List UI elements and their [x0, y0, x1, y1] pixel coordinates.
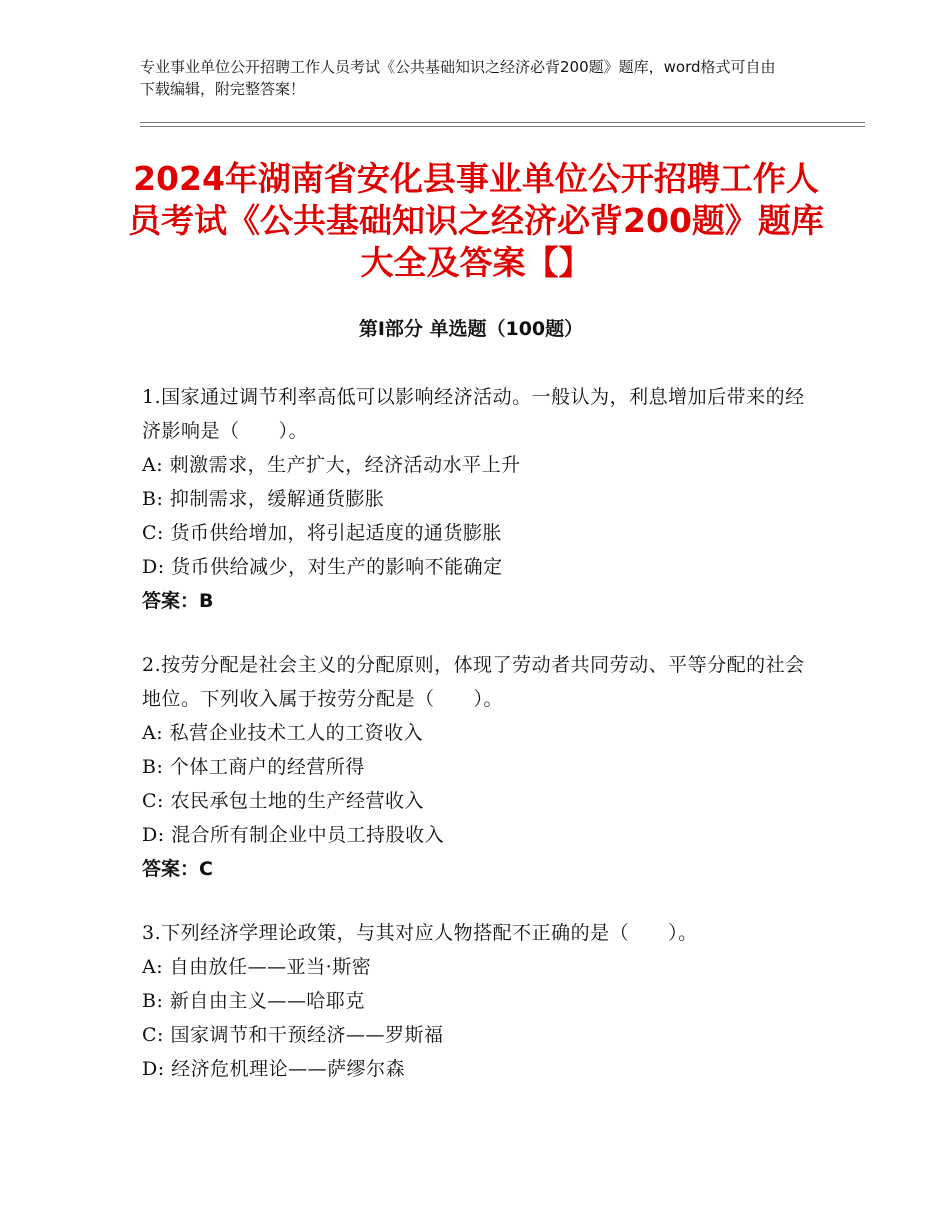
option-d: D: 经济危机理论——萨缪尔森 — [142, 1058, 406, 1080]
header-divider-top — [140, 122, 865, 123]
option-a: A: 自由放任——亚当·斯密 — [142, 956, 372, 978]
document-title: 2024年湖南省安化县事业单位公开招聘工作人员考试《公共基础知识之经济必背200题》题库大全及答案【】 — [128, 159, 824, 282]
option-a: A: 私营企业技术工人的工资收入 — [142, 722, 424, 744]
option-c: C: 货币供给增加，将引起适度的通货膨胀 — [142, 522, 502, 544]
option-c: C: 农民承包土地的生产经营收入 — [142, 790, 424, 812]
option-a: A: 刺激需求，生产扩大，经济活动水平上升 — [142, 454, 521, 476]
header-divider-bottom — [140, 126, 865, 127]
answer-label: 答案：C — [142, 858, 213, 880]
question-stem: 3.下列经济学理论政策，与其对应人物搭配不正确的是（ ）。 — [142, 922, 698, 944]
question-stem: 2.按劳分配是社会主义的分配原则，体现了劳动者共同劳动、平等分配的社会地位。下列收入属于按劳分配是（ ）。 — [142, 654, 805, 710]
option-b: B: 抑制需求，缓解通货膨胀 — [142, 488, 385, 510]
section-heading: 第I部分 单选题（100题） — [358, 318, 584, 340]
question-3 — [142, 916, 812, 1086]
question-1 — [142, 380, 812, 618]
question-list — [142, 380, 812, 1116]
option-d: D: 混合所有制企业中员工持股收入 — [142, 824, 445, 846]
header-note: 专业事业单位公开招聘工作人员考试《公共基础知识之经济必背200题》题库，word格式可自由下载编辑，附完整答案！ — [140, 58, 776, 98]
question-2 — [142, 648, 812, 886]
option-c: C: 国家调节和干预经济——罗斯福 — [142, 1024, 444, 1046]
question-stem: 1.国家通过调节利率高低可以影响经济活动。一般认为，利息增加后带来的经济影响是（ ）。 — [142, 386, 805, 442]
answer-label: 答案：B — [142, 590, 214, 612]
option-b: B: 个体工商户的经营所得 — [142, 756, 365, 778]
option-d: D: 货币供给减少，对生产的影响不能确定 — [142, 556, 503, 578]
option-b: B: 新自由主义——哈耶克 — [142, 990, 365, 1012]
